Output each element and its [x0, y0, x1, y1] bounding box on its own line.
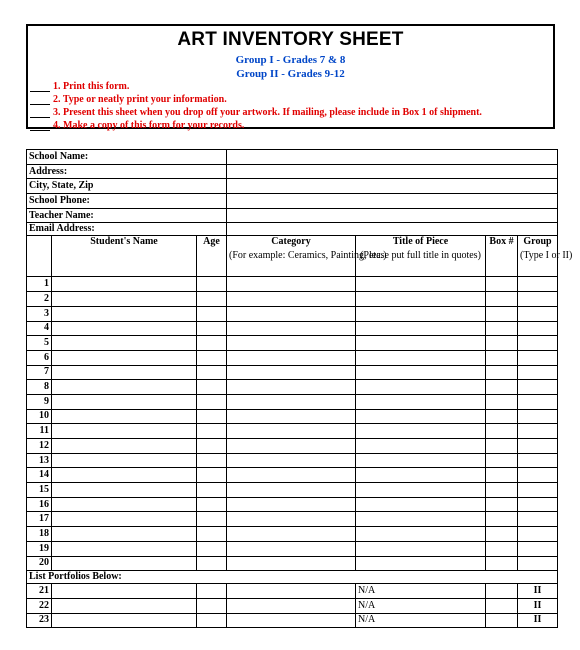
group-cell[interactable]	[518, 365, 558, 380]
school-name-field[interactable]	[227, 150, 558, 165]
group-cell[interactable]	[518, 468, 558, 483]
title-cell[interactable]	[356, 468, 486, 483]
table-row	[27, 439, 558, 454]
email-address-field[interactable]	[227, 223, 558, 236]
row-number: 23	[27, 613, 52, 628]
row-number-header	[27, 236, 52, 277]
row-number: 4	[27, 321, 52, 336]
school-phone-field[interactable]	[227, 194, 558, 209]
age-cell[interactable]	[197, 321, 227, 336]
instruction-3: 3. Present this sheet when you drop off your artwork. If mailing, please include in Box 1 of shipment.	[30, 107, 550, 120]
student-name-cell[interactable]	[52, 598, 197, 613]
student-name-cell[interactable]	[52, 321, 197, 336]
instruction-2: 2. Type or neatly print your information.	[30, 94, 550, 107]
student-name-cell[interactable]	[52, 336, 197, 351]
row-number: 21	[27, 584, 52, 599]
school-name-label: School Name:	[27, 150, 227, 165]
category-cell[interactable]	[227, 613, 356, 628]
student-name-cell[interactable]	[52, 292, 197, 307]
table-row	[27, 292, 558, 307]
age-cell[interactable]	[197, 380, 227, 395]
table-row	[27, 541, 558, 556]
group-cell[interactable]	[518, 439, 558, 454]
group-cell[interactable]	[518, 350, 558, 365]
title-cell[interactable]	[356, 497, 486, 512]
student-name-cell[interactable]	[52, 439, 197, 454]
age-cell[interactable]	[197, 453, 227, 468]
student-name-cell[interactable]	[52, 541, 197, 556]
row-number: 1	[27, 277, 52, 292]
box-cell[interactable]	[486, 336, 518, 351]
title-cell[interactable]	[356, 453, 486, 468]
table-row	[27, 497, 558, 512]
title-cell[interactable]	[356, 409, 486, 424]
info-row-email	[27, 223, 558, 236]
group-cell[interactable]	[518, 277, 558, 292]
category-cell[interactable]	[227, 497, 356, 512]
age-cell[interactable]	[197, 541, 227, 556]
group-cell: II	[518, 598, 558, 613]
table-row	[27, 365, 558, 380]
category-hint: (For example: Ceramics, Painting, etc.)	[227, 250, 356, 277]
portfolio-label: List Portfolios Below:	[27, 571, 558, 584]
age-cell[interactable]	[197, 468, 227, 483]
box-cell[interactable]	[486, 541, 518, 556]
school-phone-label: School Phone:	[27, 194, 227, 209]
students-name-header: Student's Name	[52, 236, 197, 277]
info-row-teacher	[27, 208, 558, 223]
portfolio-label-row	[27, 571, 558, 584]
title-hint: (Please put full title in quotes)	[356, 250, 486, 277]
student-name-cell[interactable]	[52, 613, 197, 628]
category-cell[interactable]	[227, 292, 356, 307]
group-cell[interactable]	[518, 321, 558, 336]
box-cell[interactable]	[486, 350, 518, 365]
row-number: 13	[27, 453, 52, 468]
box-cell[interactable]	[486, 556, 518, 571]
table-row	[27, 380, 558, 395]
title-cell[interactable]	[356, 512, 486, 527]
age-cell[interactable]	[197, 497, 227, 512]
row-number: 22	[27, 598, 52, 613]
group-cell[interactable]	[518, 336, 558, 351]
box-cell[interactable]	[486, 497, 518, 512]
teacher-name-label: Teacher Name:	[27, 208, 227, 223]
group-cell[interactable]	[518, 394, 558, 409]
group-hint: (Type I or II)	[518, 250, 558, 277]
student-name-cell[interactable]	[52, 483, 197, 498]
age-cell[interactable]	[197, 394, 227, 409]
category-cell[interactable]	[227, 584, 356, 599]
title-cell[interactable]	[356, 292, 486, 307]
group-cell[interactable]	[518, 453, 558, 468]
group-cell[interactable]	[518, 424, 558, 439]
column-header-row	[27, 236, 558, 250]
checkbox-blank[interactable]	[30, 94, 50, 105]
row-number: 10	[27, 409, 52, 424]
row-number: 8	[27, 380, 52, 395]
group-cell: II	[518, 584, 558, 599]
student-name-cell[interactable]	[52, 468, 197, 483]
category-cell[interactable]	[227, 380, 356, 395]
box-cell[interactable]	[486, 277, 518, 292]
group-header: Group	[518, 236, 558, 250]
title-cell[interactable]	[356, 541, 486, 556]
row-number: 16	[27, 497, 52, 512]
category-cell[interactable]	[227, 350, 356, 365]
title-cell[interactable]	[356, 380, 486, 395]
row-number: 20	[27, 556, 52, 571]
city-state-zip-label: City, State, Zip	[27, 179, 227, 194]
title-cell: N/A	[356, 613, 486, 628]
title-cell[interactable]	[356, 321, 486, 336]
row-number: 11	[27, 424, 52, 439]
inventory-table	[26, 149, 573, 628]
title-cell[interactable]	[356, 424, 486, 439]
city-state-zip-field[interactable]	[227, 179, 558, 194]
box-cell[interactable]	[486, 439, 518, 454]
category-cell[interactable]	[227, 512, 356, 527]
box-cell[interactable]	[486, 365, 518, 380]
student-name-cell[interactable]	[52, 584, 197, 599]
group-cell[interactable]	[518, 292, 558, 307]
group-cell[interactable]	[518, 556, 558, 571]
category-cell[interactable]	[227, 424, 356, 439]
title-cell[interactable]	[356, 556, 486, 571]
category-cell[interactable]	[227, 541, 356, 556]
age-cell[interactable]	[197, 350, 227, 365]
table-row	[27, 468, 558, 483]
table-row	[27, 512, 558, 527]
row-number: 5	[27, 336, 52, 351]
category-cell[interactable]	[227, 409, 356, 424]
title-cell: N/A	[356, 584, 486, 599]
age-cell[interactable]	[197, 424, 227, 439]
age-header: Age	[197, 236, 227, 277]
table-row	[27, 556, 558, 571]
page-title: ART INVENTORY SHEET	[177, 29, 404, 50]
row-number: 9	[27, 394, 52, 409]
category-cell[interactable]	[227, 365, 356, 380]
checkbox-blank[interactable]	[30, 81, 50, 92]
age-cell[interactable]	[197, 306, 227, 321]
portfolio-row	[27, 584, 558, 599]
title-cell[interactable]	[356, 365, 486, 380]
portfolio-row	[27, 613, 558, 628]
group-cell: II	[518, 613, 558, 628]
row-number: 3	[27, 306, 52, 321]
table-row	[27, 453, 558, 468]
table-row	[27, 321, 558, 336]
title-cell[interactable]	[356, 439, 486, 454]
title-cell[interactable]	[356, 527, 486, 542]
instruction-1: 1. Print this form.	[30, 81, 550, 94]
group-cell[interactable]	[518, 512, 558, 527]
box-cell[interactable]	[486, 292, 518, 307]
group-cell[interactable]	[518, 380, 558, 395]
header-box	[26, 24, 555, 129]
table-row	[27, 306, 558, 321]
group-cell[interactable]	[518, 527, 558, 542]
age-cell[interactable]	[197, 556, 227, 571]
box-cell[interactable]	[486, 394, 518, 409]
age-cell[interactable]	[197, 598, 227, 613]
box-cell[interactable]	[486, 598, 518, 613]
table-row	[27, 277, 558, 292]
table-row	[27, 350, 558, 365]
age-cell[interactable]	[197, 483, 227, 498]
title-header: Title of Piece	[356, 236, 486, 250]
table-row	[27, 424, 558, 439]
row-number: 18	[27, 527, 52, 542]
group-cell[interactable]	[518, 497, 558, 512]
group-cell[interactable]	[518, 306, 558, 321]
age-cell[interactable]	[197, 512, 227, 527]
box-cell[interactable]	[486, 306, 518, 321]
box-cell[interactable]	[486, 527, 518, 542]
title-cell[interactable]	[356, 277, 486, 292]
address-field[interactable]	[227, 164, 558, 179]
title-cell[interactable]	[356, 306, 486, 321]
category-cell[interactable]	[227, 453, 356, 468]
student-name-cell[interactable]	[52, 424, 197, 439]
age-cell[interactable]	[197, 439, 227, 454]
title-cell[interactable]	[356, 336, 486, 351]
student-name-cell[interactable]	[52, 350, 197, 365]
student-name-cell[interactable]	[52, 277, 197, 292]
age-cell[interactable]	[197, 409, 227, 424]
title-cell[interactable]	[356, 350, 486, 365]
group-cell[interactable]	[518, 409, 558, 424]
student-name-cell[interactable]	[52, 409, 197, 424]
info-row-address	[27, 164, 558, 179]
checkbox-blank[interactable]	[30, 107, 50, 118]
category-cell[interactable]	[227, 483, 356, 498]
group-cell[interactable]	[518, 541, 558, 556]
category-cell[interactable]	[227, 277, 356, 292]
category-cell[interactable]	[227, 598, 356, 613]
row-number: 14	[27, 468, 52, 483]
box-number-header: Box #	[486, 236, 518, 277]
info-row-city	[27, 179, 558, 194]
group-1-label: Group I - Grades 7 & 8	[235, 54, 346, 66]
row-number: 7	[27, 365, 52, 380]
box-cell[interactable]	[486, 613, 518, 628]
row-number: 19	[27, 541, 52, 556]
age-cell[interactable]	[197, 277, 227, 292]
age-cell[interactable]	[197, 336, 227, 351]
age-cell[interactable]	[197, 292, 227, 307]
student-name-cell[interactable]	[52, 453, 197, 468]
group-cell[interactable]	[518, 483, 558, 498]
student-name-cell[interactable]	[52, 306, 197, 321]
table-row	[27, 409, 558, 424]
category-cell[interactable]	[227, 468, 356, 483]
teacher-name-field[interactable]	[227, 208, 558, 223]
row-number: 2	[27, 292, 52, 307]
row-number: 12	[27, 439, 52, 454]
category-cell[interactable]	[227, 527, 356, 542]
table-row	[27, 336, 558, 351]
title-cell[interactable]	[356, 394, 486, 409]
info-row-school-name	[27, 150, 558, 165]
box-cell[interactable]	[486, 584, 518, 599]
category-cell[interactable]	[227, 306, 356, 321]
table-row	[27, 394, 558, 409]
category-header: Category	[227, 236, 356, 250]
group-2-label: Group II - Grades 9-12	[236, 68, 345, 80]
category-cell[interactable]	[227, 336, 356, 351]
category-cell[interactable]	[227, 321, 356, 336]
category-cell[interactable]	[227, 394, 356, 409]
box-cell[interactable]	[486, 424, 518, 439]
info-row-phone	[27, 194, 558, 209]
age-cell[interactable]	[197, 527, 227, 542]
row-number: 6	[27, 350, 52, 365]
student-name-cell[interactable]	[52, 556, 197, 571]
box-cell[interactable]	[486, 321, 518, 336]
portfolio-row	[27, 598, 558, 613]
student-name-cell[interactable]	[52, 512, 197, 527]
age-cell[interactable]	[197, 613, 227, 628]
table-row	[27, 483, 558, 498]
title-cell[interactable]	[356, 483, 486, 498]
age-cell[interactable]	[197, 365, 227, 380]
instruction-4: 4. Make a copy of this form for your records.	[30, 120, 550, 133]
checkbox-blank[interactable]	[30, 120, 50, 131]
category-cell[interactable]	[227, 439, 356, 454]
row-number: 15	[27, 483, 52, 498]
box-cell[interactable]	[486, 512, 518, 527]
email-address-label: Email Address:	[27, 223, 227, 236]
student-name-cell[interactable]	[52, 365, 197, 380]
student-name-cell[interactable]	[52, 394, 197, 409]
student-name-cell[interactable]	[52, 497, 197, 512]
box-cell[interactable]	[486, 468, 518, 483]
student-name-cell[interactable]	[52, 527, 197, 542]
address-label: Address:	[27, 164, 227, 179]
row-number: 17	[27, 512, 52, 527]
box-cell[interactable]	[486, 409, 518, 424]
box-cell[interactable]	[486, 380, 518, 395]
category-cell[interactable]	[227, 556, 356, 571]
table-row	[27, 527, 558, 542]
student-name-cell[interactable]	[52, 380, 197, 395]
box-cell[interactable]	[486, 453, 518, 468]
title-cell: N/A	[356, 598, 486, 613]
box-cell[interactable]	[486, 483, 518, 498]
age-cell[interactable]	[197, 584, 227, 599]
